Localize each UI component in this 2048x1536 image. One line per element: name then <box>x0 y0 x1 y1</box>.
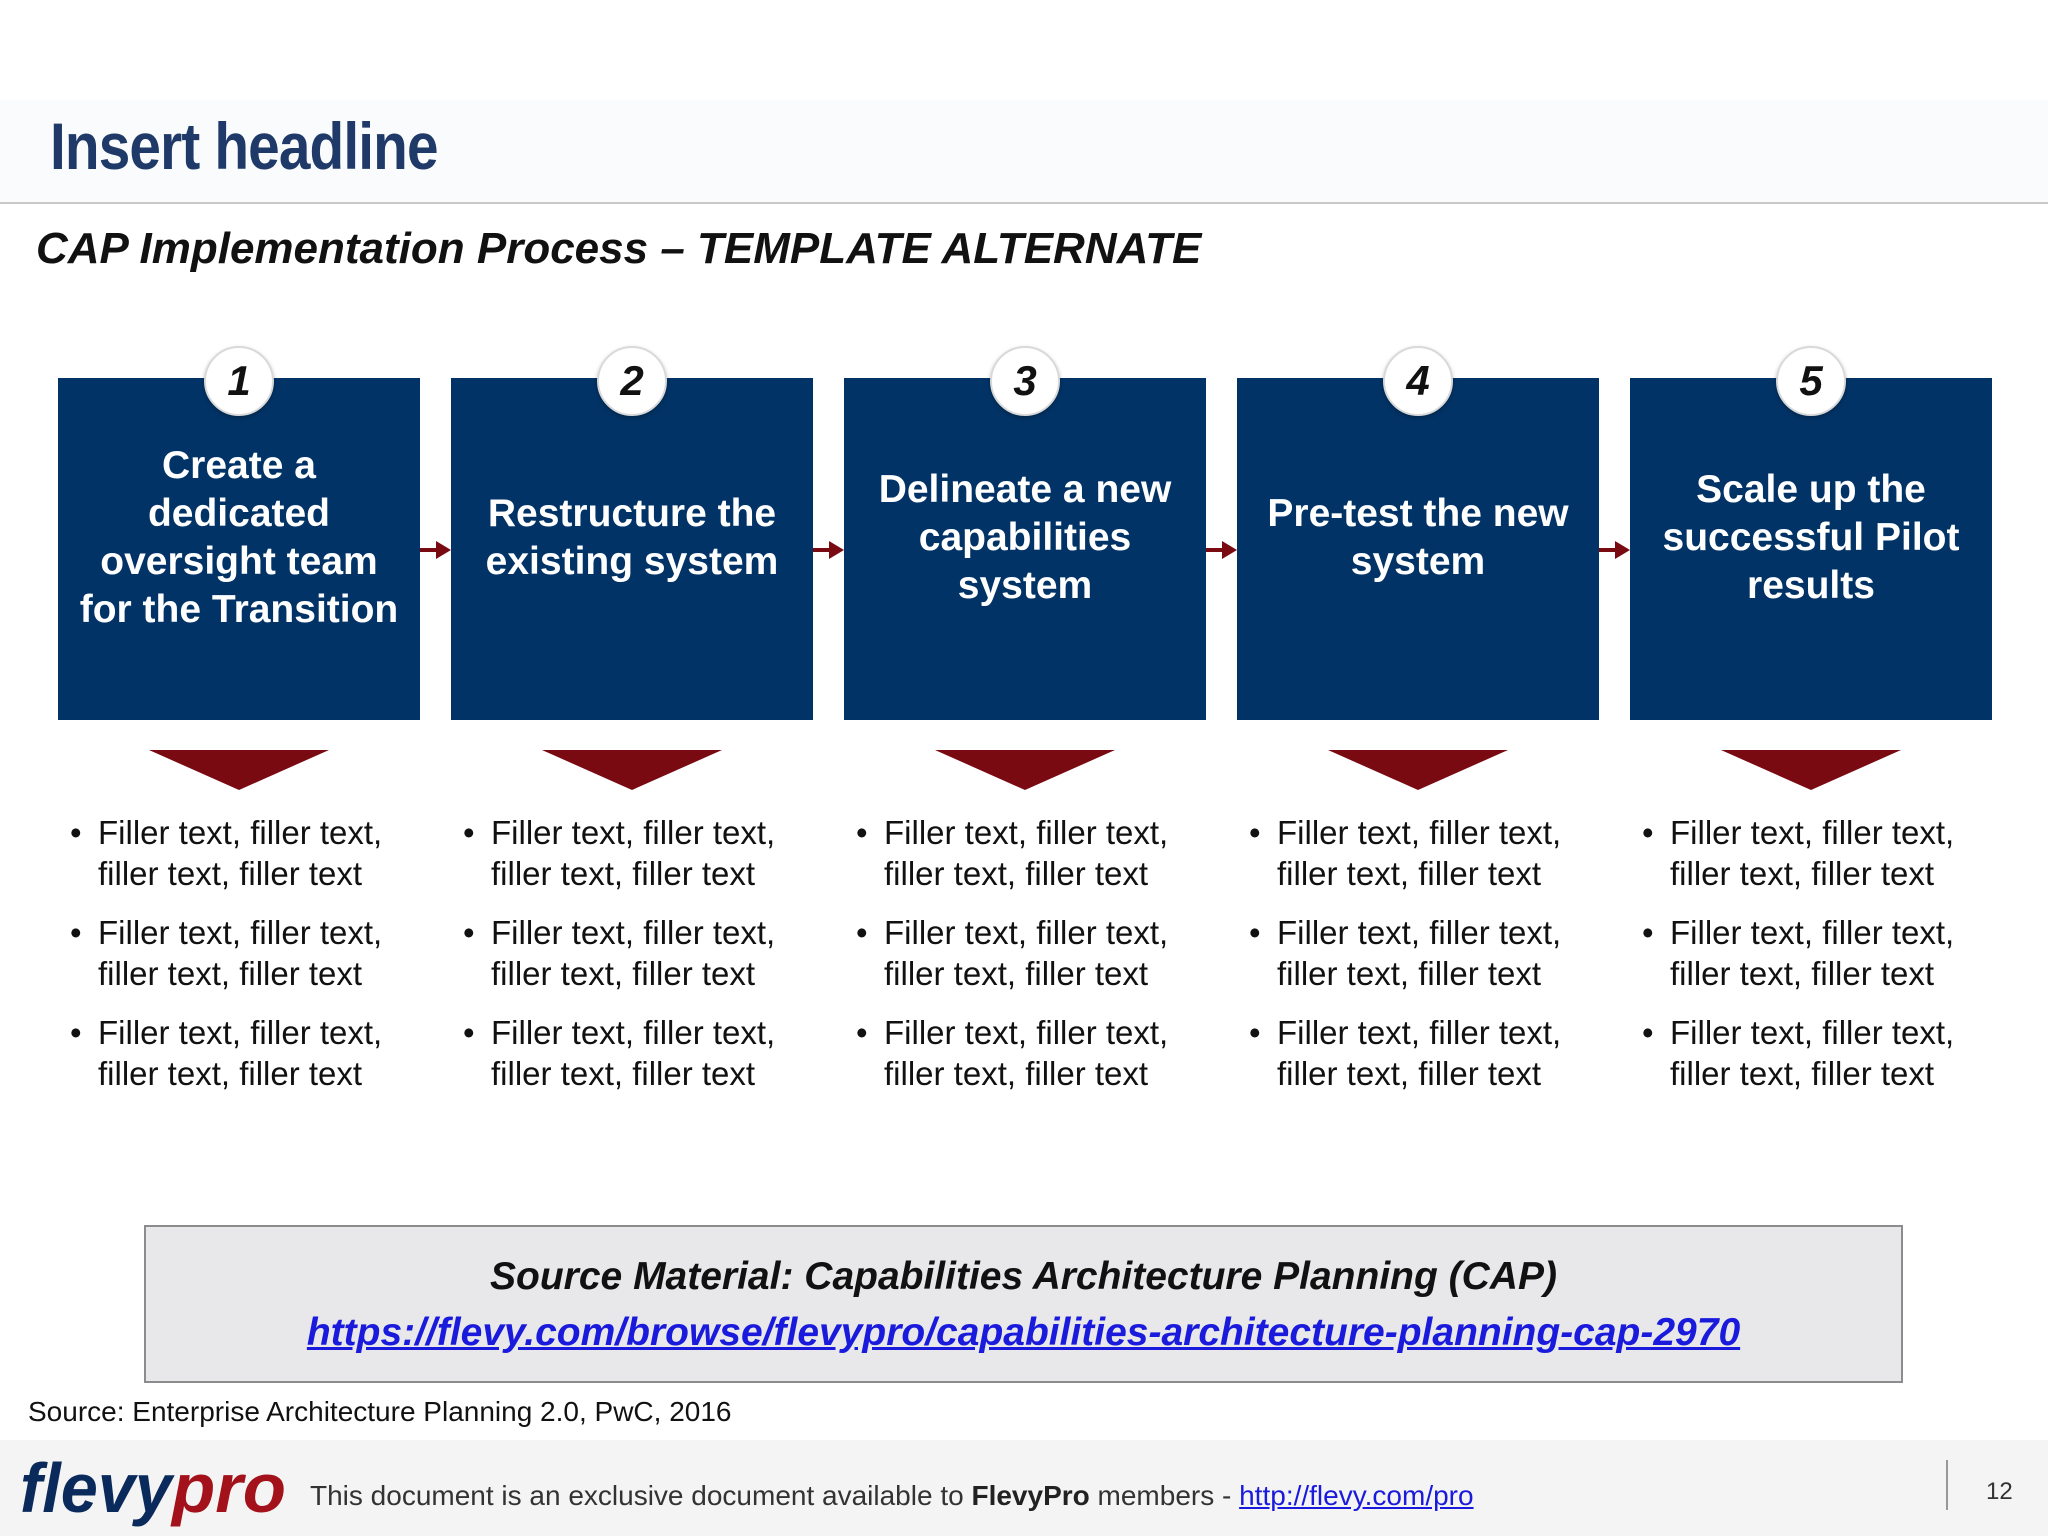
footer-notice <box>310 1480 1474 1512</box>
step-title-5: Scale up the successful Pilot results <box>1662 468 1960 607</box>
step-title-1: Create a dedicated oversight team for the Transition <box>79 444 399 631</box>
bullet-list-1 <box>70 812 440 1112</box>
source-material-link[interactable]: https://flevy.com/browse/flevypro/capabilities-architecture-planning-cap-2970 <box>306 1311 1741 1354</box>
footer-divider <box>1946 1460 1948 1510</box>
arrow-right-icon <box>1599 538 1631 562</box>
chevron-down-icon <box>1328 750 1508 790</box>
footer-text-middle: members - <box>1089 1480 1240 1511</box>
list-item: • Filler text, filler text, filler text, filler text <box>1642 812 2012 894</box>
list-item: • Filler text, filler text, filler text, filler text <box>70 912 440 994</box>
arrow-right-icon <box>420 538 452 562</box>
list-item: • Filler text, filler text, filler text, filler text <box>856 912 1226 994</box>
bullet-list-4 <box>1249 812 1619 1112</box>
step-number-3: 3 <box>990 346 1060 416</box>
list-item: • Filler text, filler text, filler text, filler text <box>463 912 833 994</box>
step-number-2: 2 <box>597 346 667 416</box>
footer-link[interactable]: http://flevy.com/pro <box>1239 1480 1474 1511</box>
page-number: 12 <box>1986 1478 2013 1505</box>
list-item: • Filler text, filler text, filler text, filler text <box>70 812 440 894</box>
chevron-down-icon <box>542 750 722 790</box>
step-title-2: Restructure the existing system <box>485 492 779 583</box>
list-item: • Filler text, filler text, filler text, filler text <box>463 1012 833 1094</box>
list-item: • Filler text, filler text, filler text, filler text <box>463 812 833 894</box>
page-subtitle: CAP Implementation Process – TEMPLATE ALTERNATE <box>36 224 1202 273</box>
step-number-5: 5 <box>1776 346 1846 416</box>
step-number-1: 1 <box>204 346 274 416</box>
footer-text-prefix: This document is an exclusive document available to <box>310 1480 972 1511</box>
step-title-3: Delineate a new capabilities system <box>878 468 1172 607</box>
headline-divider <box>0 202 2048 204</box>
list-item: • Filler text, filler text, filler text, filler text <box>1642 1012 2012 1094</box>
list-item: • Filler text, filler text, filler text, filler text <box>856 1012 1226 1094</box>
flevypro-logo <box>18 1448 288 1528</box>
footer-brand: FlevyPro <box>971 1480 1090 1511</box>
chevron-down-icon <box>1721 750 1901 790</box>
step-box-5 <box>1630 378 1992 720</box>
bullet-list-5 <box>1642 812 2012 1112</box>
list-item: • Filler text, filler text, filler text, filler text <box>1249 1012 1619 1094</box>
bullet-list-2 <box>463 812 833 1112</box>
step-title-4: Pre-test the new system <box>1267 492 1569 583</box>
step-box-1 <box>58 378 420 720</box>
bullet-list-3 <box>856 812 1226 1112</box>
step-box-3 <box>844 378 1206 720</box>
chevron-down-icon <box>149 750 329 790</box>
list-item: • Filler text, filler text, filler text, filler text <box>1249 912 1619 994</box>
list-item: • Filler text, filler text, filler text, filler text <box>1642 912 2012 994</box>
list-item: • Filler text, filler text, filler text, filler text <box>70 1012 440 1094</box>
svg-text:flevy: flevy <box>20 1449 175 1527</box>
source-material-title: Source Material: Capabilities Architecture Planning (CAP) <box>490 1255 1557 1298</box>
arrow-right-icon <box>1206 538 1238 562</box>
chevron-down-icon <box>935 750 1115 790</box>
svg-text:pro: pro <box>169 1449 286 1527</box>
source-citation: Source: Enterprise Architecture Planning 2.0, PwC, 2016 <box>28 1396 732 1427</box>
list-item: • Filler text, filler text, filler text, filler text <box>1249 812 1619 894</box>
list-item: • Filler text, filler text, filler text, filler text <box>856 812 1226 894</box>
step-box-2 <box>451 378 813 720</box>
step-number-4: 4 <box>1383 346 1453 416</box>
arrow-right-icon <box>813 538 845 562</box>
step-box-4 <box>1237 378 1599 720</box>
page-headline: Insert headline <box>50 109 438 183</box>
source-material-box <box>144 1225 1903 1383</box>
